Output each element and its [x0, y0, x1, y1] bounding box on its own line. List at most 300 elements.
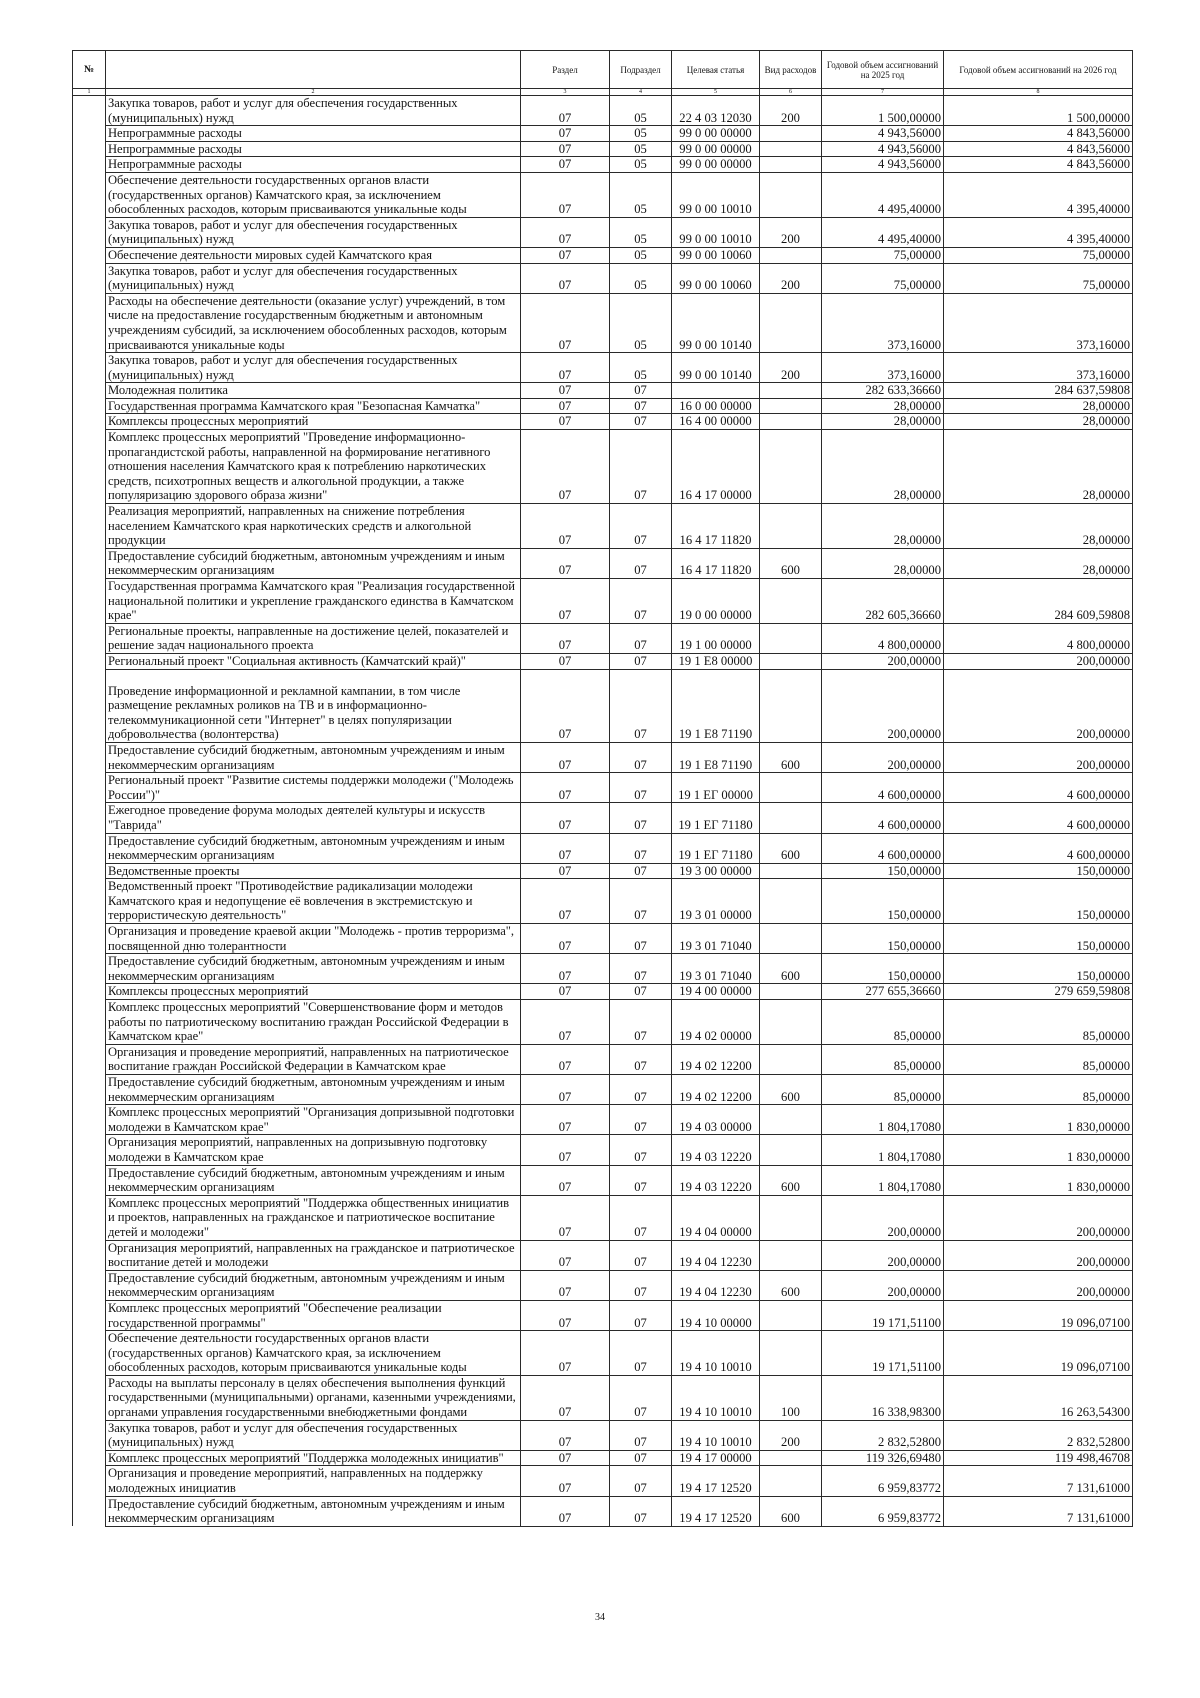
row-subsection: 07 — [610, 1450, 672, 1466]
row-section: 07 — [521, 383, 610, 399]
row-section: 07 — [521, 924, 610, 954]
row-subsection: 07 — [610, 669, 672, 742]
row-name: Проведение информационной и рекламной кампании, в том числе размещение рекламных роликов на ТВ и в информационно-телекоммуникационной сети "Интернет" в целях популяризации добровольчества (волонтерства) — [106, 669, 521, 742]
row-name: Ежегодное проведение форума молодых деятелей культуры и искусств "Таврида" — [106, 803, 521, 833]
row-expense-type: 600 — [760, 742, 822, 772]
row-section: 07 — [521, 1331, 610, 1376]
row-expense-type: 600 — [760, 833, 822, 863]
row-amount-2025: 4 600,00000 — [822, 803, 944, 833]
row-amount-2026: 1 830,00000 — [944, 1165, 1133, 1195]
row-expense-type — [760, 1000, 822, 1045]
row-subsection: 07 — [610, 1075, 672, 1105]
row-amount-2025: 19 171,51100 — [822, 1300, 944, 1330]
table-row — [73, 1135, 1133, 1165]
row-name: Предоставление субсидий бюджетным, автономным учреждениям и иным некоммерческим организациям — [106, 954, 521, 984]
row-name: Непрограммные расходы — [106, 157, 521, 173]
row-amount-2026: 150,00000 — [944, 879, 1133, 924]
row-expense-type: 200 — [760, 263, 822, 293]
row-name: Комплекс процессных мероприятий "Поддержка общественных инициатив и проектов, направленных на гражданское и патриотическое воспитание детей и молодежи" — [106, 1195, 521, 1240]
row-name: Организация мероприятий, направленных на допризывную подготовку молодежи в Камчатском крае — [106, 1135, 521, 1165]
row-expense-type — [760, 1135, 822, 1165]
row-number-cell — [73, 1300, 106, 1330]
row-section: 07 — [521, 548, 610, 578]
row-expense-type — [760, 504, 822, 549]
row-name: Непрограммные расходы — [106, 126, 521, 142]
row-name: Предоставление субсидий бюджетным, автономным учреждениям и иным некоммерческим организациям — [106, 833, 521, 863]
row-name: Предоставление субсидий бюджетным, автономным учреждениям и иным некоммерческим организациям — [106, 742, 521, 772]
row-subsection: 07 — [610, 1105, 672, 1135]
row-target-code: 19 4 17 12520 — [672, 1496, 760, 1526]
row-amount-2025: 200,00000 — [822, 742, 944, 772]
row-name: Государственная программа Камчатского края "Безопасная Камчатка" — [106, 398, 521, 414]
row-target-code: 22 4 03 12030 — [672, 96, 760, 126]
table-row — [73, 1331, 1133, 1376]
header-col-expense-type: Вид расходов — [760, 51, 822, 89]
row-section: 07 — [521, 414, 610, 430]
row-number-cell — [73, 773, 106, 803]
row-amount-2025: 282 633,36660 — [822, 383, 944, 399]
row-amount-2025: 4 943,56000 — [822, 126, 944, 142]
row-amount-2026: 85,00000 — [944, 1075, 1133, 1105]
table-row — [73, 879, 1133, 924]
row-target-code: 19 1 E8 71190 — [672, 669, 760, 742]
row-amount-2026: 4 843,56000 — [944, 157, 1133, 173]
row-expense-type — [760, 157, 822, 173]
row-subsection: 05 — [610, 126, 672, 142]
row-number-cell — [73, 548, 106, 578]
row-number-cell — [73, 1270, 106, 1300]
row-subsection: 05 — [610, 263, 672, 293]
row-expense-type — [760, 398, 822, 414]
row-number-cell — [73, 833, 106, 863]
row-amount-2026: 200,00000 — [944, 1240, 1133, 1270]
table-row — [73, 773, 1133, 803]
row-section: 07 — [521, 293, 610, 352]
row-amount-2026: 4 600,00000 — [944, 833, 1133, 863]
row-target-code: 19 1 E8 00000 — [672, 653, 760, 669]
row-name: Организация и проведение краевой акции "Молодежь - против терроризма", посвященной дню толерантности — [106, 924, 521, 954]
row-subsection: 07 — [610, 1300, 672, 1330]
row-subsection: 07 — [610, 579, 672, 624]
row-subsection: 05 — [610, 293, 672, 352]
row-target-code — [672, 383, 760, 399]
row-amount-2026: 19 096,07100 — [944, 1300, 1133, 1330]
row-subsection: 05 — [610, 141, 672, 157]
row-target-code: 19 4 17 12520 — [672, 1466, 760, 1496]
row-target-code: 16 0 00 00000 — [672, 398, 760, 414]
row-subsection: 07 — [610, 548, 672, 578]
row-amount-2026: 150,00000 — [944, 954, 1133, 984]
row-target-code: 19 4 02 12200 — [672, 1075, 760, 1105]
row-section: 07 — [521, 1375, 610, 1420]
row-amount-2026: 4 800,00000 — [944, 623, 1133, 653]
row-amount-2025: 75,00000 — [822, 263, 944, 293]
row-name: Государственная программа Камчатского края "Реализация государственной национальной политики и укрепление гражданского единства в Камчатском крае" — [106, 579, 521, 624]
row-section: 07 — [521, 773, 610, 803]
row-amount-2025: 1 500,00000 — [822, 96, 944, 126]
row-section: 07 — [521, 126, 610, 142]
row-subsection: 07 — [610, 383, 672, 399]
row-subsection: 07 — [610, 954, 672, 984]
table-row — [73, 548, 1133, 578]
row-subsection: 07 — [610, 1466, 672, 1496]
row-section: 07 — [521, 984, 610, 1000]
row-number-cell — [73, 1375, 106, 1420]
row-section: 07 — [521, 247, 610, 263]
header-col-number: № — [73, 51, 106, 89]
row-subsection: 07 — [610, 879, 672, 924]
row-target-code: 99 0 00 00000 — [672, 141, 760, 157]
row-amount-2025: 85,00000 — [822, 1000, 944, 1045]
row-name: Предоставление субсидий бюджетным, автономным учреждениям и иным некоммерческим организациям — [106, 1270, 521, 1300]
row-section: 07 — [521, 1135, 610, 1165]
column-index: 6 — [760, 89, 822, 96]
row-amount-2025: 6 959,83772 — [822, 1496, 944, 1526]
row-amount-2025: 4 600,00000 — [822, 833, 944, 863]
row-section: 07 — [521, 1300, 610, 1330]
row-amount-2026: 200,00000 — [944, 742, 1133, 772]
row-expense-type: 600 — [760, 954, 822, 984]
table-row — [73, 414, 1133, 430]
row-section: 07 — [521, 1044, 610, 1074]
row-name: Комплексы процессных мероприятий — [106, 984, 521, 1000]
row-amount-2026: 1 830,00000 — [944, 1135, 1133, 1165]
column-index-row — [73, 89, 1133, 96]
row-target-code: 99 0 00 00000 — [672, 126, 760, 142]
row-amount-2026: 4 600,00000 — [944, 803, 1133, 833]
row-expense-type — [760, 247, 822, 263]
row-number-cell — [73, 217, 106, 247]
row-subsection: 07 — [610, 504, 672, 549]
row-amount-2026: 75,00000 — [944, 247, 1133, 263]
column-index: 3 — [521, 89, 610, 96]
row-name: Обеспечение деятельности государственных органов власти (государственных органов) Камчатского края, за исключением обособленных расходов, которым присваиваются уникальные коды — [106, 172, 521, 217]
row-section: 07 — [521, 1496, 610, 1526]
page-number: 34 — [595, 1612, 605, 1623]
row-number-cell — [73, 1420, 106, 1450]
table-row — [73, 669, 1133, 742]
row-amount-2026: 16 263,54300 — [944, 1375, 1133, 1420]
row-subsection: 07 — [610, 863, 672, 879]
row-name: Молодежная политика — [106, 383, 521, 399]
table-row — [73, 742, 1133, 772]
row-number-cell — [73, 96, 106, 126]
row-amount-2025: 200,00000 — [822, 1195, 944, 1240]
row-amount-2026: 373,16000 — [944, 293, 1133, 352]
row-target-code: 19 0 00 00000 — [672, 579, 760, 624]
row-number-cell — [73, 984, 106, 1000]
row-section: 07 — [521, 141, 610, 157]
row-subsection: 07 — [610, 398, 672, 414]
row-expense-type: 100 — [760, 1375, 822, 1420]
row-amount-2026: 200,00000 — [944, 1195, 1133, 1240]
row-subsection: 05 — [610, 247, 672, 263]
row-name: Закупка товаров, работ и услуг для обеспечения государственных (муниципальных) нужд — [106, 263, 521, 293]
row-amount-2026: 373,16000 — [944, 353, 1133, 383]
table-row — [73, 653, 1133, 669]
row-number-cell — [73, 383, 106, 399]
row-subsection: 07 — [610, 430, 672, 504]
row-subsection: 07 — [610, 623, 672, 653]
table-header — [73, 51, 1133, 96]
row-expense-type — [760, 430, 822, 504]
row-expense-type — [760, 623, 822, 653]
row-section: 07 — [521, 504, 610, 549]
row-amount-2026: 4 395,40000 — [944, 172, 1133, 217]
row-amount-2025: 150,00000 — [822, 863, 944, 879]
row-number-cell — [73, 924, 106, 954]
row-amount-2025: 4 943,56000 — [822, 141, 944, 157]
row-section: 07 — [521, 1240, 610, 1270]
row-amount-2025: 4 495,40000 — [822, 217, 944, 247]
row-amount-2025: 373,16000 — [822, 353, 944, 383]
row-amount-2026: 28,00000 — [944, 504, 1133, 549]
row-name: Ведомственные проекты — [106, 863, 521, 879]
row-target-code: 19 1 E8 71190 — [672, 742, 760, 772]
row-amount-2025: 28,00000 — [822, 548, 944, 578]
row-subsection: 07 — [610, 1420, 672, 1450]
row-section: 07 — [521, 1000, 610, 1045]
row-amount-2025: 28,00000 — [822, 414, 944, 430]
row-number-cell — [73, 1496, 106, 1526]
row-amount-2025: 119 326,69480 — [822, 1450, 944, 1466]
row-subsection: 07 — [610, 1270, 672, 1300]
row-number-cell — [73, 157, 106, 173]
row-expense-type — [760, 1450, 822, 1466]
header-col-year-2025: Годовой объем ассигнований на 2025 год — [822, 51, 944, 89]
row-number-cell — [73, 504, 106, 549]
row-amount-2026: 28,00000 — [944, 548, 1133, 578]
row-amount-2026: 1 500,00000 — [944, 96, 1133, 126]
row-target-code: 19 4 00 00000 — [672, 984, 760, 1000]
column-index: 2 — [106, 89, 521, 96]
row-target-code: 19 3 00 00000 — [672, 863, 760, 879]
row-number-cell — [73, 263, 106, 293]
row-target-code: 19 1 ЕГ 71180 — [672, 833, 760, 863]
row-target-code: 19 3 01 71040 — [672, 954, 760, 984]
row-amount-2026: 7 131,61000 — [944, 1496, 1133, 1526]
row-expense-type: 600 — [760, 1496, 822, 1526]
row-amount-2026: 150,00000 — [944, 924, 1133, 954]
row-amount-2026: 1 830,00000 — [944, 1105, 1133, 1135]
row-number-cell — [73, 293, 106, 352]
row-expense-type — [760, 1300, 822, 1330]
row-number-cell — [73, 879, 106, 924]
row-amount-2025: 6 959,83772 — [822, 1466, 944, 1496]
column-index: 8 — [944, 89, 1133, 96]
row-amount-2026: 28,00000 — [944, 414, 1133, 430]
row-expense-type — [760, 879, 822, 924]
row-number-cell — [73, 742, 106, 772]
row-amount-2025: 16 338,98300 — [822, 1375, 944, 1420]
row-expense-type — [760, 653, 822, 669]
table-row — [73, 863, 1133, 879]
row-amount-2026: 4 843,56000 — [944, 141, 1133, 157]
row-amount-2025: 150,00000 — [822, 954, 944, 984]
row-name: Непрограммные расходы — [106, 141, 521, 157]
table-row — [73, 504, 1133, 549]
row-name: Региональный проект "Социальная активность (Камчатский край)" — [106, 653, 521, 669]
table-row — [73, 1240, 1133, 1270]
row-expense-type — [760, 1195, 822, 1240]
row-number-cell — [73, 1105, 106, 1135]
row-amount-2026: 119 498,46708 — [944, 1450, 1133, 1466]
row-number-cell — [73, 1075, 106, 1105]
table-row — [73, 141, 1133, 157]
row-subsection: 05 — [610, 96, 672, 126]
row-target-code: 16 4 17 00000 — [672, 430, 760, 504]
column-index: 5 — [672, 89, 760, 96]
row-name: Организация и проведение мероприятий, направленных на поддержку молодежных инициатив — [106, 1466, 521, 1496]
row-section: 07 — [521, 1466, 610, 1496]
row-expense-type — [760, 1240, 822, 1270]
row-amount-2025: 282 605,36660 — [822, 579, 944, 624]
row-name: Комплекс процессных мероприятий "Совершенствование форм и методов работы по патриотическому воспитанию граждан Российской Федерации в Камчатском крае" — [106, 1000, 521, 1045]
row-subsection: 05 — [610, 217, 672, 247]
row-amount-2026: 200,00000 — [944, 1270, 1133, 1300]
table-row — [73, 954, 1133, 984]
row-subsection: 05 — [610, 353, 672, 383]
row-section: 07 — [521, 579, 610, 624]
row-amount-2026: 85,00000 — [944, 1000, 1133, 1045]
row-section: 07 — [521, 172, 610, 217]
table-row — [73, 293, 1133, 352]
table-row — [73, 217, 1133, 247]
row-name: Расходы на выплаты персоналу в целях обеспечения выполнения функций государственными (муниципальными) органами, казенными учреждениями, органами управления государственными внебюджетными фондами — [106, 1375, 521, 1420]
row-target-code: 19 4 03 12220 — [672, 1135, 760, 1165]
row-amount-2026: 284 637,59808 — [944, 383, 1133, 399]
row-target-code: 19 4 02 12200 — [672, 1044, 760, 1074]
row-section: 07 — [521, 954, 610, 984]
row-number-cell — [73, 247, 106, 263]
row-expense-type: 200 — [760, 1420, 822, 1450]
table-row — [73, 1105, 1133, 1135]
row-amount-2025: 4 600,00000 — [822, 773, 944, 803]
row-number-cell — [73, 954, 106, 984]
row-expense-type — [760, 414, 822, 430]
row-target-code: 99 0 00 10060 — [672, 247, 760, 263]
row-section: 07 — [521, 653, 610, 669]
table-row — [73, 1450, 1133, 1466]
row-name: Предоставление субсидий бюджетным, автономным учреждениям и иным некоммерческим организациям — [106, 548, 521, 578]
row-number-cell — [73, 1165, 106, 1195]
row-number-cell — [73, 669, 106, 742]
row-section: 07 — [521, 1420, 610, 1450]
row-target-code: 19 4 02 00000 — [672, 1000, 760, 1045]
row-target-code: 19 4 04 00000 — [672, 1195, 760, 1240]
row-expense-type: 600 — [760, 1075, 822, 1105]
row-name: Организация и проведение мероприятий, направленных на патриотическое воспитание граждан Российской Федерации в Камчатском крае — [106, 1044, 521, 1074]
row-expense-type — [760, 803, 822, 833]
row-subsection: 07 — [610, 742, 672, 772]
row-number-cell — [73, 414, 106, 430]
row-number-cell — [73, 1450, 106, 1466]
row-amount-2025: 200,00000 — [822, 669, 944, 742]
row-amount-2025: 150,00000 — [822, 924, 944, 954]
row-subsection: 07 — [610, 1000, 672, 1045]
row-subsection: 07 — [610, 1331, 672, 1376]
row-amount-2025: 150,00000 — [822, 879, 944, 924]
budget-table-sheet — [72, 50, 1132, 1527]
row-amount-2025: 4 800,00000 — [822, 623, 944, 653]
row-expense-type: 600 — [760, 1270, 822, 1300]
row-amount-2025: 28,00000 — [822, 398, 944, 414]
row-name: Расходы на обеспечение деятельности (оказание услуг) учреждений, в том числе на предоставление государственным бюджетным и автономным учреждениям субсидий, за исключением обособленных расходов, которым присваиваются уникальные коды — [106, 293, 521, 352]
row-section: 07 — [521, 879, 610, 924]
row-section: 07 — [521, 1270, 610, 1300]
row-target-code: 19 1 00 00000 — [672, 623, 760, 653]
table-row — [73, 353, 1133, 383]
row-expense-type — [760, 1466, 822, 1496]
row-expense-type: 200 — [760, 353, 822, 383]
row-target-code: 19 4 03 12220 — [672, 1165, 760, 1195]
row-name: Закупка товаров, работ и услуг для обеспечения государственных (муниципальных) нужд — [106, 96, 521, 126]
row-expense-type: 200 — [760, 217, 822, 247]
column-index: 7 — [822, 89, 944, 96]
row-subsection: 07 — [610, 1044, 672, 1074]
row-name: Предоставление субсидий бюджетным, автономным учреждениям и иным некоммерческим организациям — [106, 1075, 521, 1105]
row-section: 07 — [521, 1165, 610, 1195]
row-section: 07 — [521, 353, 610, 383]
row-section: 07 — [521, 263, 610, 293]
row-name: Обеспечение деятельности мировых судей Камчатского края — [106, 247, 521, 263]
header-col-subsection: Подраздел — [610, 51, 672, 89]
row-subsection: 07 — [610, 1496, 672, 1526]
header-col-year-2026: Годовой объем ассигнований на 2026 год — [944, 51, 1133, 89]
row-subsection: 07 — [610, 414, 672, 430]
table-row — [73, 1165, 1133, 1195]
row-number-cell — [73, 1331, 106, 1376]
table-row — [73, 803, 1133, 833]
row-amount-2025: 373,16000 — [822, 293, 944, 352]
row-amount-2025: 200,00000 — [822, 1240, 944, 1270]
row-number-cell — [73, 1466, 106, 1496]
row-number-cell — [73, 653, 106, 669]
row-target-code: 19 4 10 10010 — [672, 1331, 760, 1376]
row-number-cell — [73, 1044, 106, 1074]
header-col-name — [106, 51, 521, 89]
row-expense-type — [760, 172, 822, 217]
row-expense-type — [760, 1044, 822, 1074]
row-amount-2026: 150,00000 — [944, 863, 1133, 879]
row-section: 07 — [521, 398, 610, 414]
table-row — [73, 1496, 1133, 1526]
table-row — [73, 172, 1133, 217]
row-amount-2026: 75,00000 — [944, 263, 1133, 293]
row-section: 07 — [521, 1195, 610, 1240]
row-amount-2026: 4 395,40000 — [944, 217, 1133, 247]
row-amount-2025: 85,00000 — [822, 1075, 944, 1105]
row-amount-2026: 200,00000 — [944, 653, 1133, 669]
column-index: 1 — [73, 89, 106, 96]
row-section: 07 — [521, 863, 610, 879]
table-row — [73, 157, 1133, 173]
row-number-cell — [73, 623, 106, 653]
row-amount-2025: 28,00000 — [822, 430, 944, 504]
row-section: 07 — [521, 1075, 610, 1105]
row-expense-type — [760, 126, 822, 142]
row-name: Реализация мероприятий, направленных на снижение потребления населением Камчатского края наркотических средств и алкогольной продукции — [106, 504, 521, 549]
row-target-code: 19 4 03 00000 — [672, 1105, 760, 1135]
row-subsection: 05 — [610, 172, 672, 217]
row-section: 07 — [521, 669, 610, 742]
row-name: Ведомственный проект "Противодействие радикализации молодежи Камчатского края и недопущение её вовлечения в экстремистскую и террористическую деятельность" — [106, 879, 521, 924]
table-row — [73, 1270, 1133, 1300]
row-target-code: 99 0 00 10060 — [672, 263, 760, 293]
row-name: Региональные проекты, направленные на достижение целей, показателей и решение задач национального проекта — [106, 623, 521, 653]
row-number-cell — [73, 353, 106, 383]
row-amount-2025: 19 171,51100 — [822, 1331, 944, 1376]
